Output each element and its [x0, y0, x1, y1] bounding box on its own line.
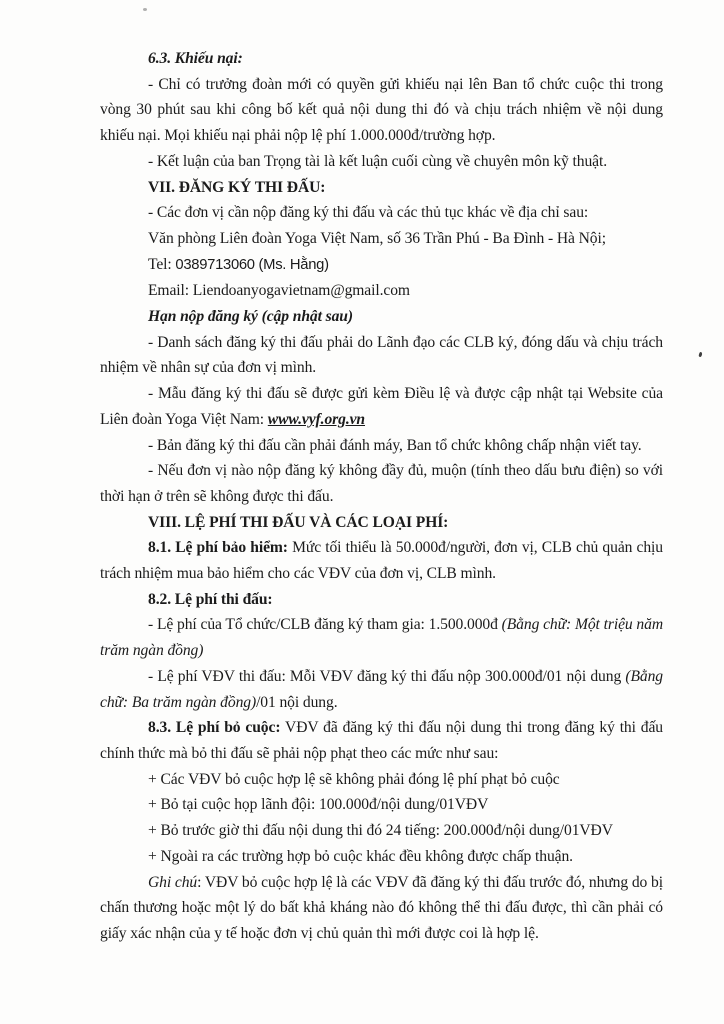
section-heading-6-3: 6.3. Khiếu nại: [148, 50, 243, 67]
paragraph-fee-8-2-org [100, 612, 663, 663]
website-link: www.vyf.org.vn [267, 410, 366, 428]
tel-value: 0389713060 (Ms. Hằng) [171, 256, 329, 273]
paragraph-complaint-rule-2: - Kết luận của ban Trọng tài là kết luận cuối cùng về chuyên môn kỹ thuật. [148, 152, 608, 170]
note-label: Ghi chú [148, 873, 198, 891]
withdraw-rule-4: + Ngoài ra các trường hợp bỏ cuộc khác đều không được chấp thuận. [148, 847, 573, 865]
fee-8-2-heading: 8.2. Lệ phí thi đấu: [148, 590, 273, 608]
fee-8-3-text: VĐV đã đăng ký thi đấu nội dung thi trong đăng ký thi đấu chính thức mà bỏ thi đấu sẽ phải nộp phạt theo các mức như sau: [100, 719, 663, 762]
paragraph-deadline-rule-1: - Danh sách đăng ký thi đấu phải do Lãnh đạo các CLB ký, đóng dấu và chịu trách nhiệm về nhân sự của đơn vị mình. [100, 333, 663, 377]
tel-label: Tel: [148, 255, 172, 273]
note-text: : VĐV bỏ cuộc hợp lệ là các VĐV đã đăng ký thi đấu trước đó, nhưng do bị chấn thương hoặc một lý do bất khả kháng nào đó không thể thi đấu được, thì cần phải có giấy xác nhận của y tế hoặc đơn vị chủ quản thì mới được coi là hợp lệ. [100, 873, 663, 942]
fee-8-3-heading: 8.3. Lệ phí bỏ cuộc: [148, 719, 281, 737]
fee-8-2-athlete-amount-words: (Bằng chữ: Ba trăm ngàn đồng) [100, 667, 663, 711]
section-heading-8: VIII. LỆ PHÍ THI ĐẤU VÀ CÁC LOẠI PHÍ: [148, 513, 449, 531]
email-label: Email: [148, 282, 189, 300]
paragraph-complaint-rule-1: - Chỉ có trưởng đoàn mới có quyền gửi khiếu nại lên Ban tổ chức cuộc thi trong vòng 30 phút sau khi công bố kết quả nội dung thi đó và chịu trách nhiệm về nội dung khiếu nại. Mọi khiếu nại phải nộp lệ phí 1.000.000đ/trường hợp. [100, 75, 663, 145]
paragraph-fee-8-1 [100, 535, 663, 586]
paragraph-deadline-rule-3: - Bản đăng ký thi đấu cần phải đánh máy, Ban tổ chức không chấp nhận viết tay. [148, 436, 642, 454]
registration-address-line: Văn phòng Liên đoàn Yoga Việt Nam, số 36 Trần Phú - Ba Đình - Hà Nội; [148, 229, 606, 247]
scan-speck [143, 8, 147, 11]
fee-8-2-org-text: - Lệ phí của Tổ chức/CLB đăng ký tham gia: 1.500.000đ [148, 616, 502, 634]
section-heading-7: VII. ĐĂNG KÝ THI ĐẤU: [148, 178, 326, 196]
email-value: Liendoanyogavietnam@gmail.com [188, 282, 410, 300]
paragraph-deadline-rule-4: - Nếu đơn vị nào nộp đăng ký không đầy đủ, muộn (tính theo dấu bưu điện) so với thời hạn ở trên sẽ không được thi đấu. [100, 462, 663, 505]
registration-email-line [100, 278, 663, 304]
paragraph-fee-8-3 [100, 715, 663, 766]
fee-8-1-text: Mức tối thiểu là 50.000đ/người, đơn vị, CLB chủ quản chịu trách nhiệm mua bảo hiểm cho các VĐV của đơn vị, CLB mình. [100, 539, 663, 583]
fee-8-2-athlete-tail: /01 nội dung. [256, 693, 338, 711]
registration-tel-line [100, 252, 663, 279]
paragraph-note [100, 870, 663, 947]
deadline-rule-2-text: - Mẫu đăng ký thi đấu sẽ được gửi kèm Điều lệ và được cập nhật tại Website của Liên đoàn Yoga Việt Nam: [100, 385, 663, 428]
withdraw-rule-2: + Bỏ tại cuộc họp lãnh đội: 100.000đ/nội dung/01VĐV [148, 796, 489, 814]
withdraw-rule-3: + Bỏ trước giờ thi đấu nội dung thi đó 24 tiếng: 200.000đ/nội dung/01VĐV [148, 822, 613, 840]
paragraph-fee-8-2-athlete [100, 664, 663, 715]
fee-8-2-org-amount-words: (Bằng chữ: Một triệu năm trăm ngàn đồng) [100, 616, 663, 660]
deadline-heading: Hạn nộp đăng ký (cập nhật sau) [148, 308, 353, 326]
paragraph-registration-intro: - Các đơn vị cần nộp đăng ký thi đấu và các thủ tục khác về địa chỉ sau: [148, 204, 589, 222]
withdraw-rule-1: + Các VĐV bỏ cuộc hợp lệ sẽ không phải đóng lệ phí phạt bỏ cuộc [148, 770, 560, 788]
paragraph-deadline-rule-2 [100, 381, 663, 432]
fee-8-2-athlete-text: - Lệ phí VĐV thi đấu: Mỗi VĐV đăng ký thi đấu nộp 300.000đ/01 nội dung [148, 667, 626, 685]
fee-8-1-heading: 8.1. Lệ phí bảo hiểm: [148, 539, 288, 557]
scan-artifact-dot [698, 352, 702, 358]
